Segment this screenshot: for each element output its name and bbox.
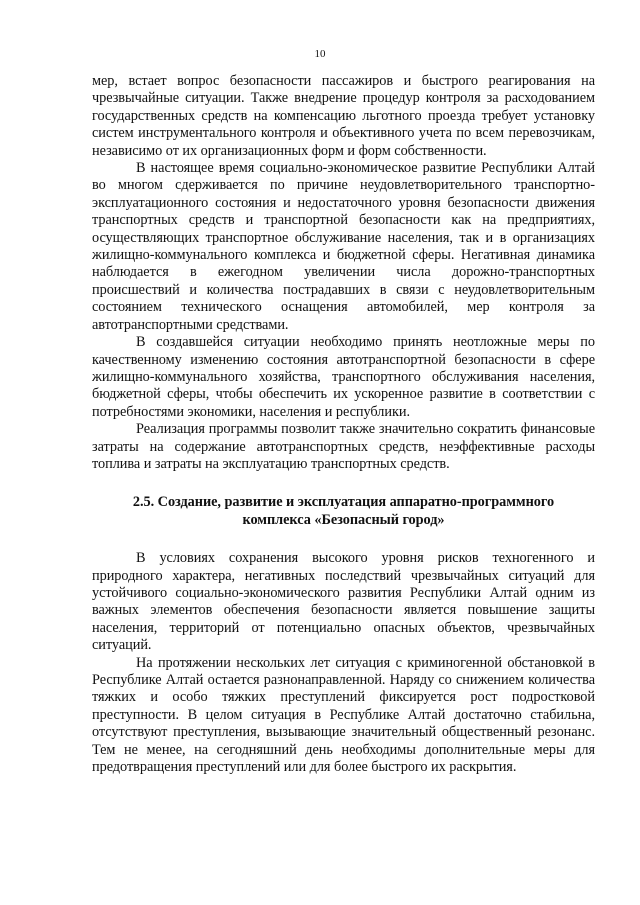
paragraph-risk-conditions: В условиях сохранения высокого уровня рисков техногенного и природного характера, негативных последствий чрезвычайных ситуаций для устойчивого социально-экономического развития Республики Алтай одним из важных элементов обеспечения безопасности является повышение защиты населения, территорий от потенциально опасных объектов, чрезвычайных ситуаций.	[92, 550, 595, 654]
document-body	[92, 73, 595, 776]
page-number: 10	[314, 48, 326, 60]
paragraph-program-implementation: Реализация программы позволит также значительно сократить финансовые затраты на содержание автотранспортных средств, неэффективные расходы топлива и затраты на эксплуатацию транспортных средств.	[92, 421, 595, 472]
paragraph-crime-situation: На протяжении нескольких лет ситуация с криминогенной обстановкой в Республике Алтай остается разнонаправленной. Наряду со снижением количества тяжких и особо тяжких преступлений фиксируется рост подростковой преступности. В целом ситуация в Республике Алтай достаточно стабильна, отсутствуют преступления, вызывающие значительный общественный резонанс. Тем не менее, на сегодняшний день необходимы дополнительные меры для предотвращения преступлений или для более быстрого их раскрытия.	[92, 654, 595, 776]
paragraph-continuation: мер, встает вопрос безопасности пассажиров и быстрого реагирования на чрезвычайные ситуации. Также внедрение процедур контроля за расходованием государственных средств на компенсацию льготного проезда требует установку систем инструментального контроля и объективного учета по всем перевозчикам, независимо от их организационных форм и форм собственности.	[92, 73, 595, 159]
paragraph-transport-safety-state: В настоящее время социально-экономическое развитие Республики Алтай во многом сдерживается по причине неудовлетворительного транспортно-эксплуатационного состояния и недостаточного уровня безопасности движения транспортных средств и транспортной безопасности как на предприятиях, осуществляющих транспортное обслуживание населения, так и в организациях жилищно-коммунального комплекса и бюджетной сферы. Негативная динамика наблюдается в ежегодном увеличении числа дорожно-транспортных происшествий и количества пострадавших в связи с неудовлетворительным состоянием технического оснащения автомобилей, мер контроля за автотранспортными средствами.	[92, 160, 595, 333]
section-heading: 2.5. Создание, развитие и эксплуатация аппаратно-программного комплекса «Безопасный город»	[132, 494, 555, 528]
paragraph-urgent-measures: В создавшейся ситуации необходимо принять неотложные меры по качественному изменению состояния автотранспортной безопасности в сфере жилищно-коммунального хозяйства, транспортного обслуживания населения, бюджетной сферы, чтобы обеспечить их ускоренное развитие в соответствии с потребностями экономики, населения и республики.	[92, 334, 595, 420]
